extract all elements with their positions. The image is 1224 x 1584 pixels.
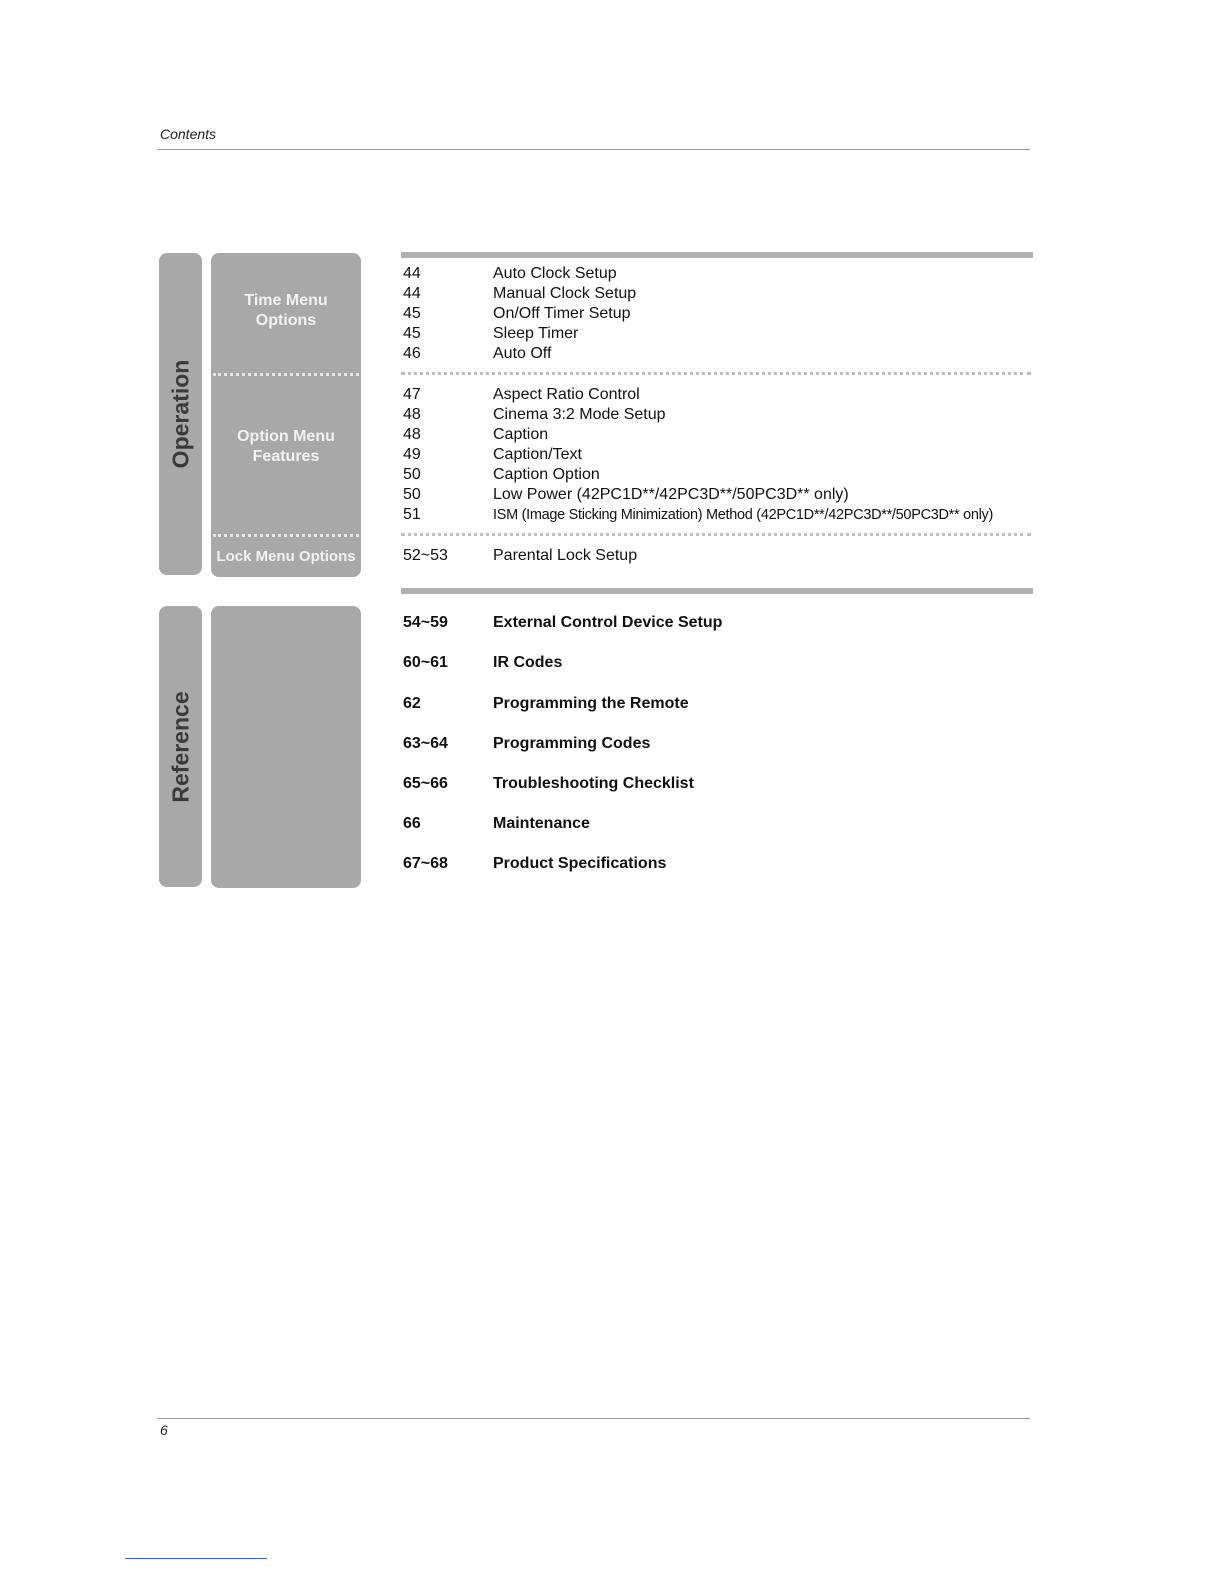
running-header: Contents bbox=[160, 126, 217, 142]
toc-entry[interactable] bbox=[403, 385, 1043, 405]
toc-page: 51 bbox=[403, 506, 421, 523]
section-bar bbox=[401, 252, 1033, 258]
toc-page: 52~53 bbox=[403, 547, 448, 564]
toc-page: 48 bbox=[403, 426, 421, 443]
toc-page: 62 bbox=[403, 695, 421, 712]
toc-entry[interactable] bbox=[403, 405, 1043, 425]
toc-entry[interactable] bbox=[403, 465, 1043, 485]
toc-title: Troubleshooting Checklist bbox=[493, 775, 694, 792]
toc-entry[interactable] bbox=[403, 734, 1043, 754]
page-number: 6 bbox=[160, 1422, 168, 1438]
toc-title: Low Power (42PC1D**/42PC3D**/50PC3D** only) bbox=[493, 486, 849, 503]
toc-title: Product Specifications bbox=[493, 855, 667, 872]
toc-entry[interactable] bbox=[403, 304, 1043, 324]
group-separator bbox=[401, 372, 1031, 375]
toc-entry[interactable] bbox=[403, 324, 1043, 344]
toc-page: 66 bbox=[403, 815, 421, 832]
toc-title: Maintenance bbox=[493, 815, 590, 832]
toc-title: Parental Lock Setup bbox=[493, 547, 638, 564]
toc-entry[interactable] bbox=[403, 694, 1043, 714]
toc-title: Caption bbox=[493, 426, 549, 443]
toc-page: 54~59 bbox=[403, 614, 448, 631]
operation-tab bbox=[159, 253, 202, 575]
toc-page: 65~66 bbox=[403, 775, 448, 792]
toc-page: 50 bbox=[403, 466, 421, 483]
toc-title: Aspect Ratio Control bbox=[493, 386, 640, 403]
panel-divider bbox=[213, 373, 359, 376]
toc-entry[interactable] bbox=[403, 546, 1043, 566]
group-separator bbox=[401, 533, 1031, 536]
toc-title: Auto Off bbox=[493, 345, 552, 362]
toc-title: Sleep Timer bbox=[493, 325, 579, 342]
group-label-option-menu: Option Menu Features bbox=[237, 428, 335, 465]
reference-tab-label: Reference bbox=[167, 690, 193, 803]
group-label-lock-menu: Lock Menu Options bbox=[216, 548, 356, 565]
toc-entry[interactable] bbox=[403, 284, 1043, 304]
toc-page: 45 bbox=[403, 305, 421, 322]
toc-entry[interactable] bbox=[403, 425, 1043, 445]
toc-entry[interactable] bbox=[403, 613, 1043, 633]
toc-page: 50 bbox=[403, 486, 421, 503]
toc-title: On/Off Timer Setup bbox=[493, 305, 631, 322]
toc-page: 46 bbox=[403, 345, 421, 362]
toc-title: Cinema 3:2 Mode Setup bbox=[493, 406, 666, 423]
toc-entry[interactable] bbox=[403, 653, 1043, 673]
toc-page: 63~64 bbox=[403, 735, 448, 752]
operation-tab-label: Operation bbox=[167, 359, 193, 469]
toc-entry[interactable] bbox=[403, 445, 1043, 465]
footer-rule bbox=[157, 1418, 1030, 1419]
toc-page: 44 bbox=[403, 265, 421, 282]
panel-divider bbox=[213, 534, 359, 537]
toc-title: Programming the Remote bbox=[493, 695, 689, 712]
toc-entry[interactable] bbox=[403, 774, 1043, 794]
header-rule bbox=[157, 149, 1030, 150]
toc-page: 47 bbox=[403, 386, 421, 403]
toc-title: Caption Option bbox=[493, 466, 600, 483]
toc-title: Auto Clock Setup bbox=[493, 265, 617, 282]
toc-page: 44 bbox=[403, 285, 421, 302]
toc-entry[interactable] bbox=[403, 505, 1043, 525]
toc-page: 48 bbox=[403, 406, 421, 423]
operation-panel bbox=[211, 253, 361, 577]
toc-title: IR Codes bbox=[493, 654, 563, 671]
toc-title: Programming Codes bbox=[493, 735, 651, 752]
toc-entry[interactable] bbox=[403, 344, 1043, 364]
toc-title: External Control Device Setup bbox=[493, 614, 723, 631]
toc-entry[interactable] bbox=[403, 264, 1043, 284]
toc-page: 45 bbox=[403, 325, 421, 342]
reference-panel bbox=[211, 606, 361, 888]
link-underline bbox=[125, 1558, 267, 1559]
toc-title: Caption/Text bbox=[493, 446, 582, 463]
toc-page: 67~68 bbox=[403, 855, 448, 872]
toc-title: ISM (Image Sticking Minimization) Method (42PC1D**/42PC3D**/50PC3D** only) bbox=[493, 507, 994, 523]
toc-title: Manual Clock Setup bbox=[493, 285, 637, 302]
reference-tab bbox=[159, 606, 202, 887]
toc-entry[interactable] bbox=[403, 485, 1043, 505]
toc-page: 49 bbox=[403, 446, 421, 463]
toc-entry[interactable] bbox=[403, 814, 1043, 834]
toc-page: 60~61 bbox=[403, 654, 448, 671]
section-bar bbox=[401, 588, 1033, 594]
group-label-time-menu: Time Menu Options bbox=[244, 292, 328, 329]
toc-entry[interactable] bbox=[403, 854, 1043, 874]
